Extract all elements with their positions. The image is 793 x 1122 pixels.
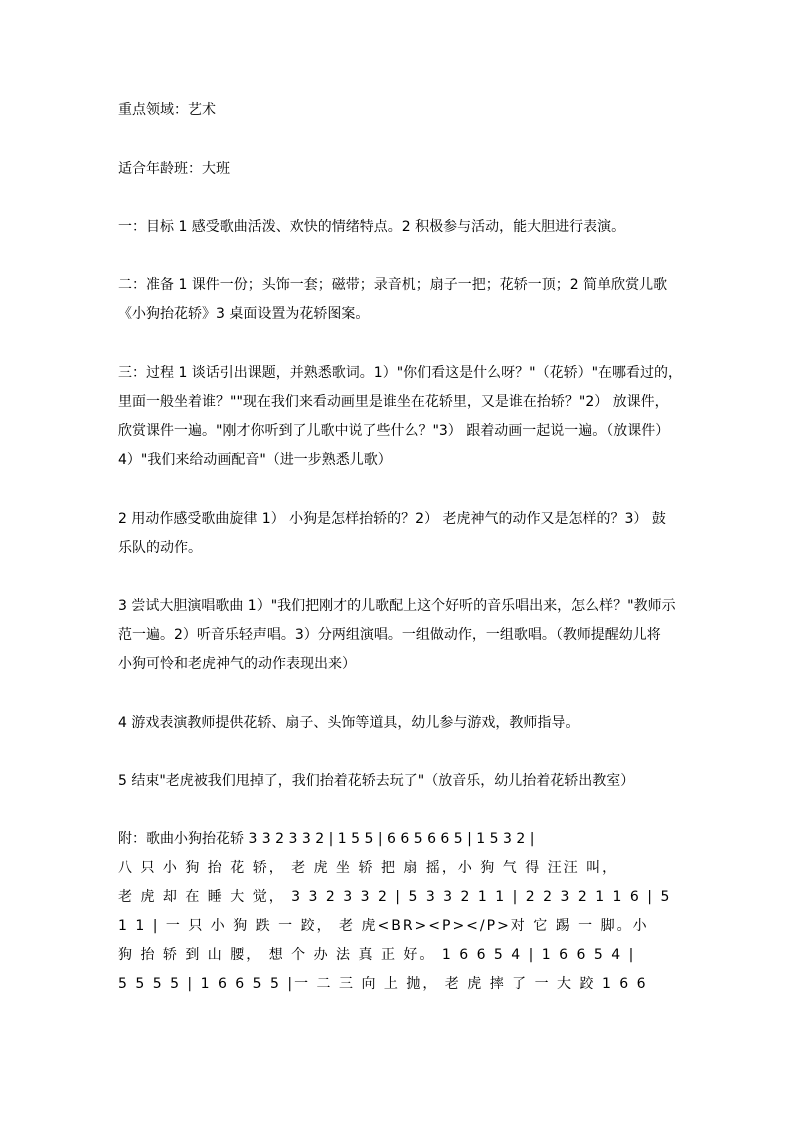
age-line: [118, 155, 678, 184]
prep-paragraph: [118, 271, 678, 329]
appendix-line: 老 虎 却 在 睡 大 觉， 3 3 2 3 3 2 | 5 3 3 2 1 1 | 2 2 3 2 1 1 6 | 5: [118, 889, 672, 905]
step5-paragraph: [118, 767, 678, 796]
process-line: 4）"我们来给动画配音"（进一步熟悉儿歌）: [118, 452, 392, 468]
appendix-line: 1 1 | 一 只 小 狗 跌 一 跤， 老 虎<BR><P></P>对 它 踢 一 脚。小: [118, 918, 649, 934]
goals-paragraph: [118, 213, 678, 242]
step3-line: 3 尝试大胆演唱歌曲 1）"我们把刚才的儿歌配上这个好听的音乐唱出来，怎么样？"教师示: [118, 598, 676, 614]
age-text: 适合年龄班：大班: [118, 161, 230, 177]
domain-line: [118, 96, 678, 125]
process-paragraph: [118, 359, 683, 475]
goals-text: 一：目标 1 感受歌曲活泼、欢快的情绪特点。2 积极参与活动，能大胆进行表演。: [118, 219, 626, 235]
step2-paragraph: [118, 505, 678, 563]
process-line: 欣赏课件一遍。"刚才你听到了儿歌中说了些什么？"3） 跟着动画一起说一遍。（放课件）: [118, 423, 670, 439]
prep-line: 二：准备 1 课件一份；头饰一套；磁带；录音机；扇子一把；花轿一顶；2 简单欣赏儿歌: [118, 277, 668, 293]
step2-line: 2 用动作感受歌曲旋律 1） 小狗是怎样抬轿的？2） 老虎神气的动作又是怎样的？3） 鼓: [118, 511, 666, 527]
step3-paragraph: [118, 592, 678, 679]
appendix-line: 5 5 5 5 | 1 6 6 5 5 |一 二 三 向 上 抛， 老 虎 摔 了 一 大 跤 1 6 6: [118, 976, 648, 992]
step3-line: 小狗可怜和老虎神气的动作表现出来）: [118, 656, 356, 672]
appendix-line: 八 只 小 狗 抬 花 轿， 老 虎 坐 轿 把 扇 摇，小 狗 气 得 汪汪 叫，: [118, 860, 619, 876]
appendix-line: 附：歌曲小狗抬花轿 3 3 2 3 3 2 | 1 5 5 | 6 6 5 6 6 5 | 1 5 3 2 |: [118, 831, 535, 847]
step3-line: 范一遍。2）听音乐轻声唱。3）分两组演唱。一组做动作，一组歌唱。（教师提醒幼儿将: [118, 627, 661, 643]
prep-line: 《小狗抬花轿》3 桌面设置为花轿图案。: [118, 306, 370, 322]
process-line: 三：过程 1 谈话引出课题，并熟悉歌词。1）"你们看这是什么呀？"（花轿）"在哪看过的，: [118, 365, 683, 381]
step4-text: 4 游戏表演教师提供花轿、扇子、头饰等道具，幼儿参与游戏，教师指导。: [118, 715, 580, 731]
appendix-line: 狗 抬 轿 到 山 腰， 想 个 办 法 真 正 好。 1 6 6 5 4 | 1 6 6 5 4 |: [118, 947, 636, 963]
appendix-paragraph: [118, 825, 678, 999]
step4-paragraph: [118, 709, 678, 738]
domain-text: 重点领域：艺术: [118, 102, 216, 118]
step2-line: 乐队的动作。: [118, 540, 202, 556]
process-line: 里面一般坐着谁？""现在我们来看动画里是谁坐在花轿里，又是谁在抬轿？"2） 放课件，: [118, 394, 669, 410]
step5-text: 5 结束"老虎被我们甩掉了，我们抬着花轿去玩了"（放音乐，幼儿抬着花轿出教室）: [118, 773, 635, 789]
